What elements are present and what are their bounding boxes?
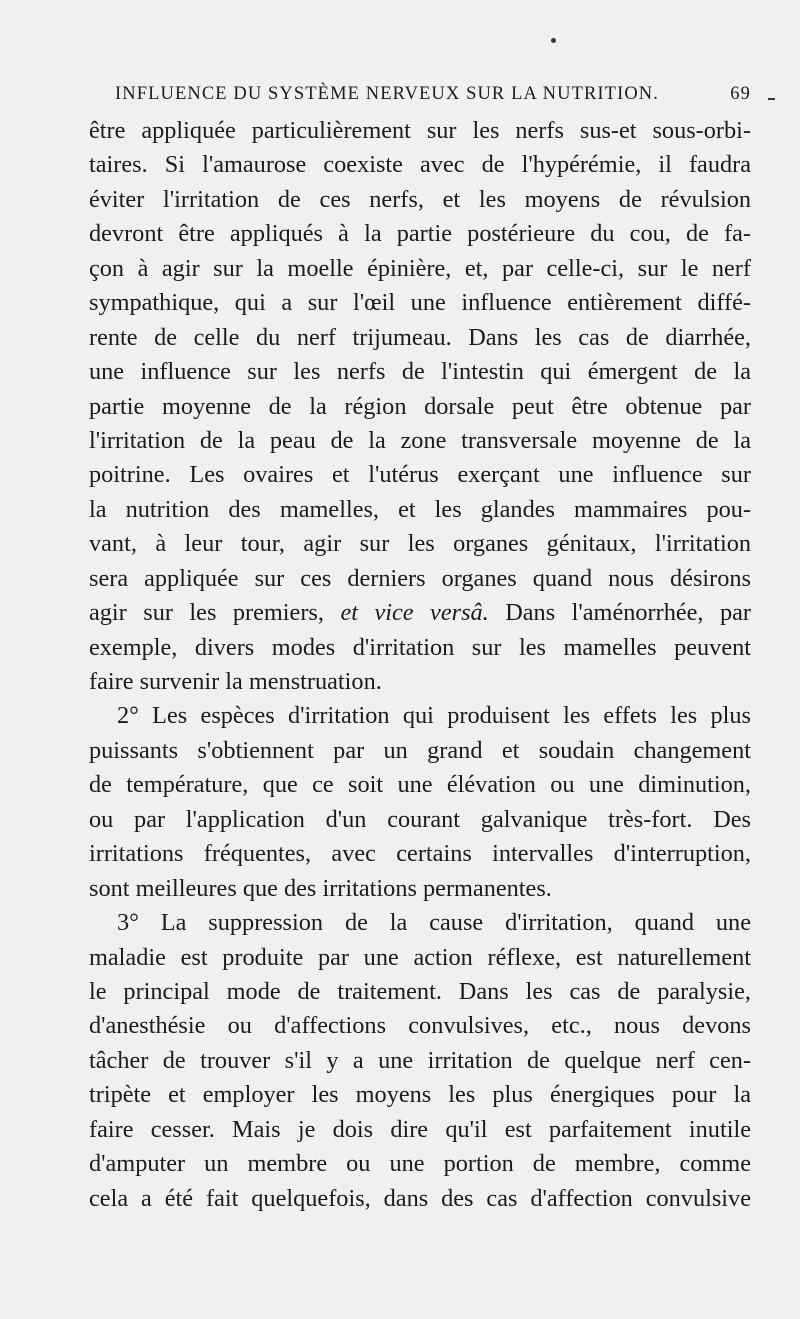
text-line: éviter l'irritation de ces nerfs, et les moyens de révulsion (89, 185, 751, 213)
text-line: d'amputer un membre ou une portion de membre, comme (89, 1150, 751, 1178)
running-head-title: INFLUENCE DU SYSTÈME NERVEUX SUR LA NUTRITION. (115, 84, 659, 104)
text-line: une influence sur les nerfs de l'intestin qui émergent de la (89, 358, 751, 386)
text-line: tâcher de trouver s'il y a une irritation de quelque nerf cen- (89, 1046, 751, 1074)
text-line: sympathique, qui a sur l'œil une influence entièrement diffé- (89, 289, 751, 317)
text-line: devront être appliqués à la partie postérieure du cou, de fa- (89, 220, 751, 248)
text-line: faire cesser. Mais je dois dire qu'il est parfaitement inutile (89, 1115, 751, 1143)
text-segment: agir sur les premiers, (89, 599, 341, 627)
text-line: irritations fréquentes, avec certains intervalles d'interruption, (89, 840, 751, 868)
ink-speck (551, 38, 556, 43)
margin-mark (768, 98, 775, 100)
text-line: tripète et employer les moyens les plus énergiques pour la (89, 1081, 751, 1109)
text-line: le principal mode de traitement. Dans les cas de paralysie, (89, 977, 751, 1005)
text-line: poitrine. Les ovaires et l'utérus exerçant une influence sur (89, 461, 751, 489)
text-line: vant, à leur tour, agir sur les organes génitaux, l'irritation (89, 530, 751, 558)
text-line: rente de celle du nerf trijumeau. Dans les cas de diarrhée, (89, 323, 751, 351)
text-line: puissants s'obtiennent par un grand et soudain changement (89, 736, 751, 764)
text-line: la nutrition des mamelles, et les glandes mammaires pou- (89, 495, 751, 523)
text-line: ou par l'application d'un courant galvanique très-fort. Des (89, 805, 751, 833)
page-number: 69 (730, 84, 751, 104)
body-text (89, 114, 751, 1216)
text-line: taires. Si l'amaurose coexiste avec de l'hypérémie, il faudra (89, 151, 751, 179)
running-head (115, 84, 751, 108)
text-line: partie moyenne de la région dorsale peut être obtenue par (89, 392, 751, 420)
text-line: l'irritation de la peau de la zone transversale moyenne de la (89, 426, 751, 454)
text-line: faire survenir la menstruation. (89, 668, 382, 695)
text-line: être appliquée particulièrement sur les nerfs sus-et sous-orbi- (89, 117, 751, 144)
text-line: maladie est produite par une action réflexe, est naturellement (89, 943, 751, 971)
text-line: 2° Les espèces d'irritation qui produisent les effets les plus (117, 702, 751, 730)
text-line: de température, que ce soit une élévation ou une diminution, (89, 771, 751, 799)
text-line (89, 596, 751, 630)
italic-phrase: et vice versâ. (340, 599, 489, 627)
text-line: exemple, divers modes d'irritation sur les mamelles peuvent (89, 633, 751, 661)
text-line: sera appliquée sur ces derniers organes quand nous désirons (89, 564, 751, 592)
text-line: cela a été fait quelquefois, dans des cas d'affection convulsive (89, 1184, 751, 1212)
text-line: çon à agir sur la moelle épinière, et, par celle-ci, sur le nerf (89, 254, 751, 282)
text-segment: Dans l'aménorrhée, par (488, 599, 751, 627)
text-line: sont meilleures que des irritations permanentes. (89, 874, 552, 902)
text-line: d'anesthésie ou d'affections convulsives, etc., nous devons (89, 1012, 751, 1040)
text-line: 3° La suppression de la cause d'irritation, quand une (117, 909, 751, 937)
